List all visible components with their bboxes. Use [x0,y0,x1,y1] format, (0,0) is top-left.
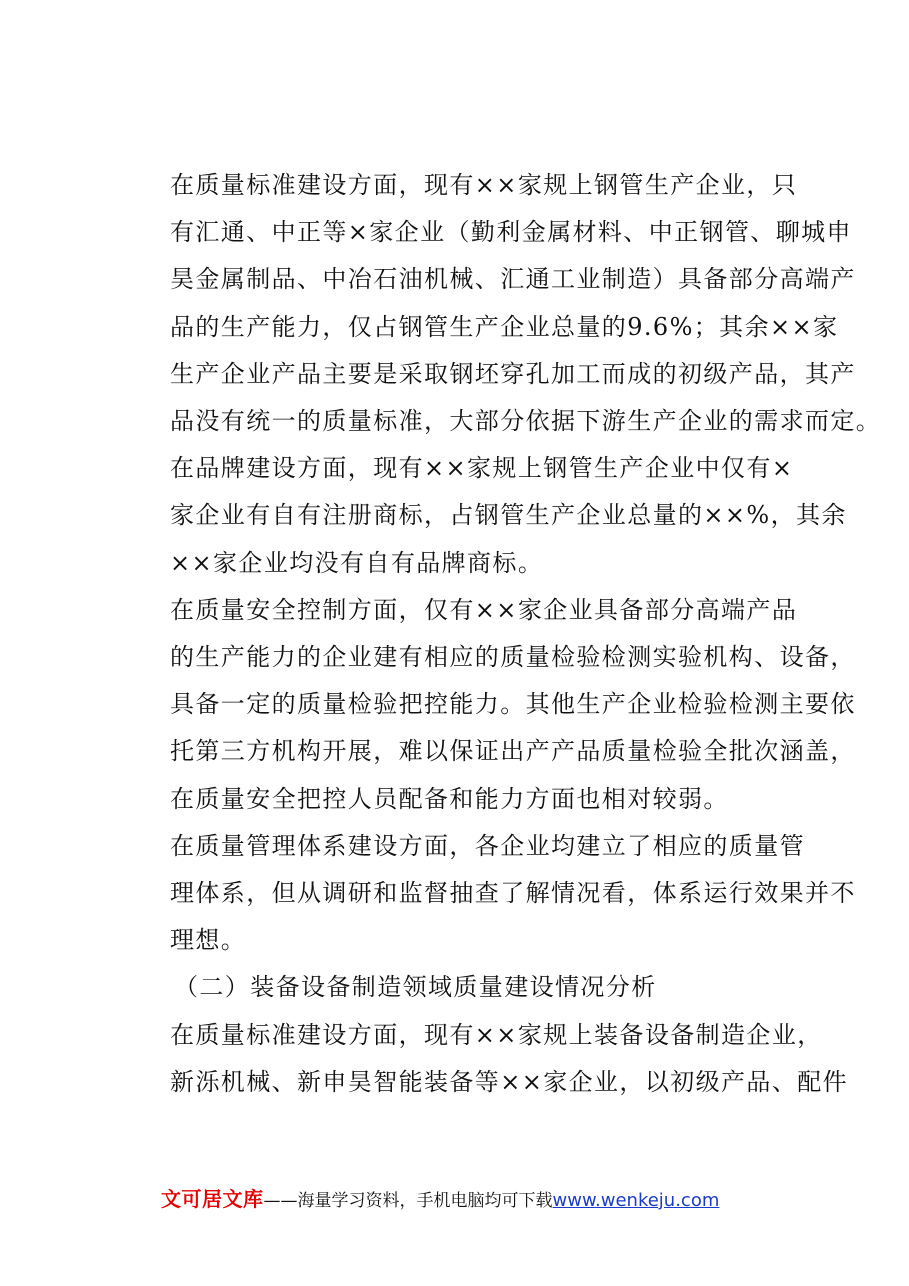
text-line: 昊金属制品、中冶石油机械、汇通工业制造）具备部分高端产 [170,265,856,294]
paragraph-quality-safety-control [122,587,856,823]
text-line: 品的生产能力，仅占钢管生产企业总量的9.6%；其余××家 [170,312,839,341]
text-line: 托第三方机构开展，难以保证出产产品质量检验全批次涵盖， [170,737,856,766]
paragraph-quality-standards-steel-pipe [122,162,882,445]
text-line: 家企业有自有注册商标，占钢管生产企业总量的××%，其余 [170,501,847,530]
text-line: 在质量标准建设方面，现有××家规上装备设备制造企业， [170,1020,823,1049]
text-line: 有汇通、中正等×家企业（勤利金属材料、中正钢管、聊城申 [170,218,852,247]
footer-brand: 文可居文库 [161,1187,264,1211]
text-line: 在质量安全控制方面，仅有××家企业具备部分高端产品 [170,595,798,624]
text-line: 新泺机械、新申昊智能装备等××家企业，以初级产品、配件 [170,1067,849,1096]
text-line: ××家企业均没有自有品牌商标。 [170,548,544,577]
paragraph-quality-management-system [122,823,856,965]
text-line: 生产企业产品主要是采取钢坯穿孔加工而成的初级产品，其产 [170,359,856,388]
paragraph-brand-building [122,445,847,587]
text-line: 在质量安全把控人员配备和能力方面也相对较弱。 [170,784,729,813]
section-heading: （二）装备设备制造领域质量建设情况分析 [174,973,657,1002]
footer-tagline: ——海量学习资料，手机电脑均可下载 [263,1191,553,1211]
text-line: 品没有统一的质量标准，大部分依据下游生产企业的需求而定。 [170,407,882,436]
text-line: 理想。 [170,926,247,955]
text-line: 具备一定的质量检验把控能力。其他生产企业检验检测主要依 [170,690,856,719]
text-line: 的生产能力的企业建有相应的质量检验检测实验机构、设备， [170,643,856,672]
text-line: 在品牌建设方面，现有××家规上钢管生产企业中仅有× [170,454,794,483]
text-line: 在质量管理体系建设方面，各企业均建立了相应的质量管 [170,831,805,860]
document-body [122,162,882,1106]
footer-banner [161,1183,719,1211]
paragraph-quality-standards-equipment [122,1012,849,1106]
text-line: 理体系，但从调研和监督抽查了解情况看，体系运行效果并不 [170,879,856,908]
footer-url-link[interactable]: www.wenkeju.com [552,1190,720,1211]
text-line: 在质量标准建设方面，现有××家规上钢管生产企业，只 [170,171,798,199]
